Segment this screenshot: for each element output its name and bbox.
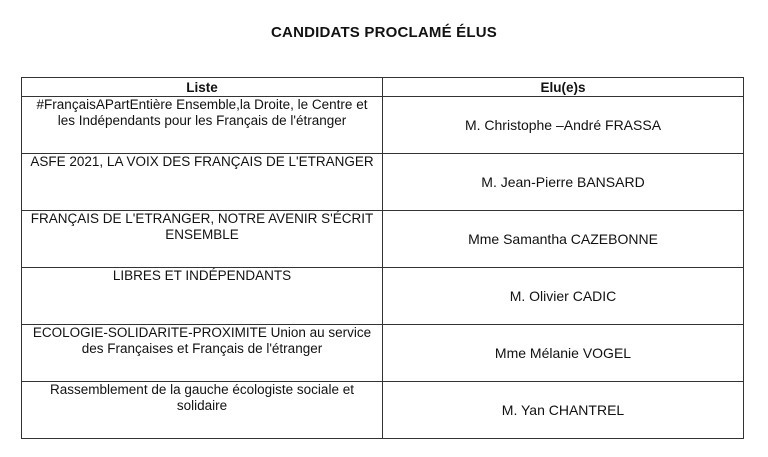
column-header-list: Liste [22, 78, 383, 97]
list-name-cell: Rassemblement de la gauche écologiste sociale et solidaire [22, 382, 383, 439]
list-name-cell: #FrançaisAPartEntière Ensemble,la Droite, le Centre et les Indépendants pour les Français de l'étranger [22, 97, 383, 154]
elected-name-cell: M. Yan CHANTREL [383, 382, 744, 439]
page-title: CANDIDATS PROCLAMÉ ÉLUS [271, 24, 497, 41]
list-name-cell: ASFE 2021, LA VOIX DES FRANÇAIS DE L'ETRANGER [22, 154, 383, 211]
elected-name-cell: Mme Mélanie VOGEL [383, 325, 744, 382]
table-header-row [22, 78, 744, 97]
list-name-cell: ECOLOGIE-SOLIDARITE-PROXIMITE Union au service des Françaises et Français de l'étranger [22, 325, 383, 382]
elected-name-cell: Mme Samantha CAZEBONNE [383, 211, 744, 268]
elected-name-cell: M. Christophe –André FRASSA [383, 97, 744, 154]
column-header-elected: Elu(e)s [383, 78, 744, 97]
table-row [22, 382, 744, 439]
elected-name-cell: M. Jean-Pierre BANSARD [383, 154, 744, 211]
table-row [22, 325, 744, 382]
results-table [21, 77, 744, 439]
list-name-cell: LIBRES ET INDÉPENDANTS [22, 268, 383, 325]
list-name-cell: FRANÇAIS DE L'ETRANGER, NOTRE AVENIR S'ÉCRIT ENSEMBLE [22, 211, 383, 268]
table-row [22, 97, 744, 154]
table-row [22, 268, 744, 325]
elected-name-cell: M. Olivier CADIC [383, 268, 744, 325]
table-row [22, 211, 744, 268]
table-row [22, 154, 744, 211]
